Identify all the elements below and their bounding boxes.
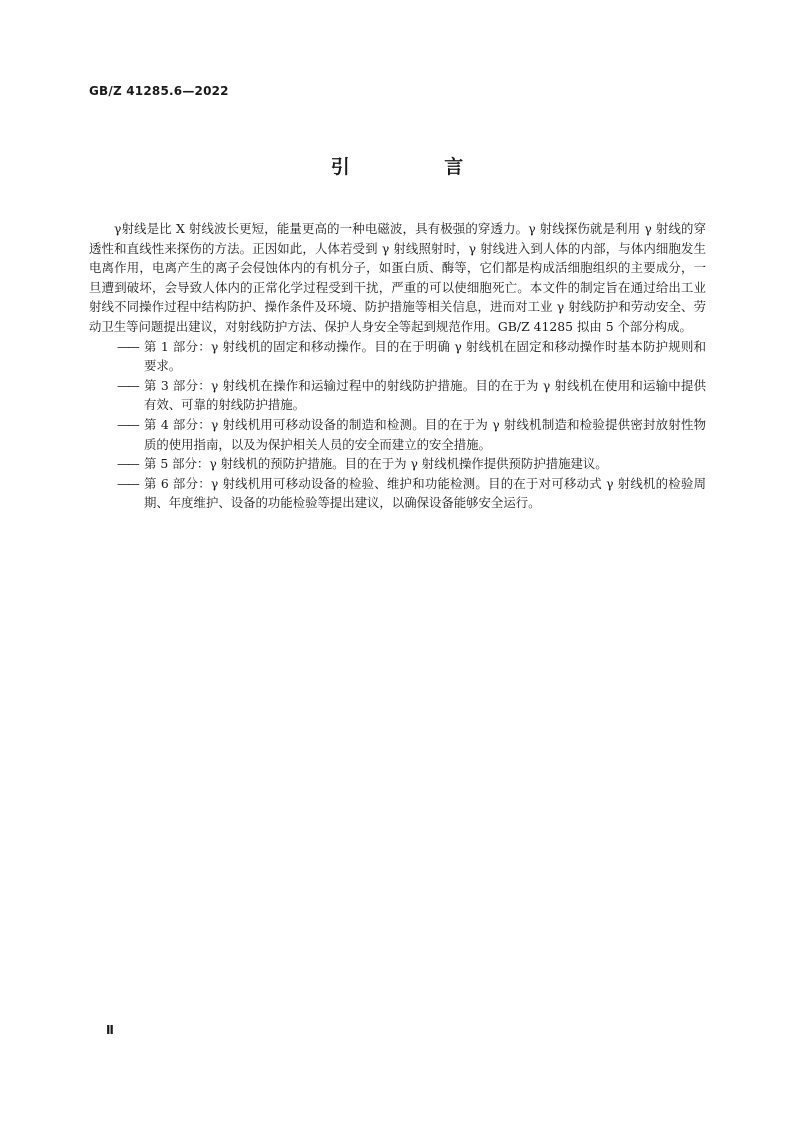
dash-marker: ——: [117, 377, 138, 393]
dash-marker: ——: [117, 475, 138, 491]
dash-marker: ——: [117, 338, 138, 354]
list-item-text: 第 6 部分：γ 射线机用可移动设备的检验、维护和功能检测。目的在于对可移动式 γ 射线机的检验周期、年度维护、设备的功能检验等提出建议，以确保设备能够安全运行。: [144, 475, 706, 511]
intro-paragraph: γ射线是比 X 射线波长更短，能量更高的一种电磁波，具有极强的穿透力。γ 射线探伤就是利用 γ 射线的穿透性和直线性来探伤的方法。正因如此，人体若受到 γ 射线照射时，γ 射线进入到人体的内部，与体内细胞发生电离作用，电离产生的离子会侵蚀体内的有机分子，如蛋白质、酶等，它们都是构成活细胞组织的主要成分，一旦遭到破坏，会导致人体内的正常化学过程受到干扰，严重的可以使细胞死亡。本文件的制定旨在通过给出工业射线不同操作过程中结构防护、操作条件及环境、防护措施等相关信息，进而对工业 γ 射线防护和劳动安全、劳动卫生等问题提出建议，对射线防护方法、保护人身安全等起到规范作用。GB/Z 41285 拟由 5 个部分构成。: [89, 221, 706, 334]
page-number: Ⅱ: [106, 1023, 114, 1037]
list-item-part-3: [89, 376, 706, 415]
dash-marker: ——: [117, 416, 138, 432]
list-item-part-5: [89, 454, 706, 474]
list-item-part-1: [89, 337, 706, 376]
list-item-text: 第 3 部分：γ 射线机在操作和运输过程中的射线防护措施。目的在于为 γ 射线机在使用和运输中提供有效、可靠的射线防护措施。: [144, 377, 706, 413]
document-body: [89, 219, 706, 513]
list-item-text: 第 4 部分：γ 射线机用可移动设备的制造和检测。目的在于为 γ 射线机制造和检验提供密封放射性物质的使用指南，以及为保护相关人员的安全而建立的安全措施。: [144, 416, 706, 452]
list-item-part-6: [89, 474, 706, 513]
dash-marker: ——: [117, 456, 138, 472]
list-item-part-4: [89, 415, 706, 454]
list-item-text: 第 5 部分：γ 射线机的预防护措施。目的在于为 γ 射线机操作提供预防护措施建议。: [144, 456, 608, 472]
page-title: 引 言: [330, 156, 508, 178]
list-item-text: 第 1 部分：γ 射线机的固定和移动操作。目的在于明确 γ 射线机在固定和移动操作时基本防护规则和要求。: [144, 338, 706, 374]
standard-code: GB/Z 41285.6—2022: [89, 84, 229, 98]
